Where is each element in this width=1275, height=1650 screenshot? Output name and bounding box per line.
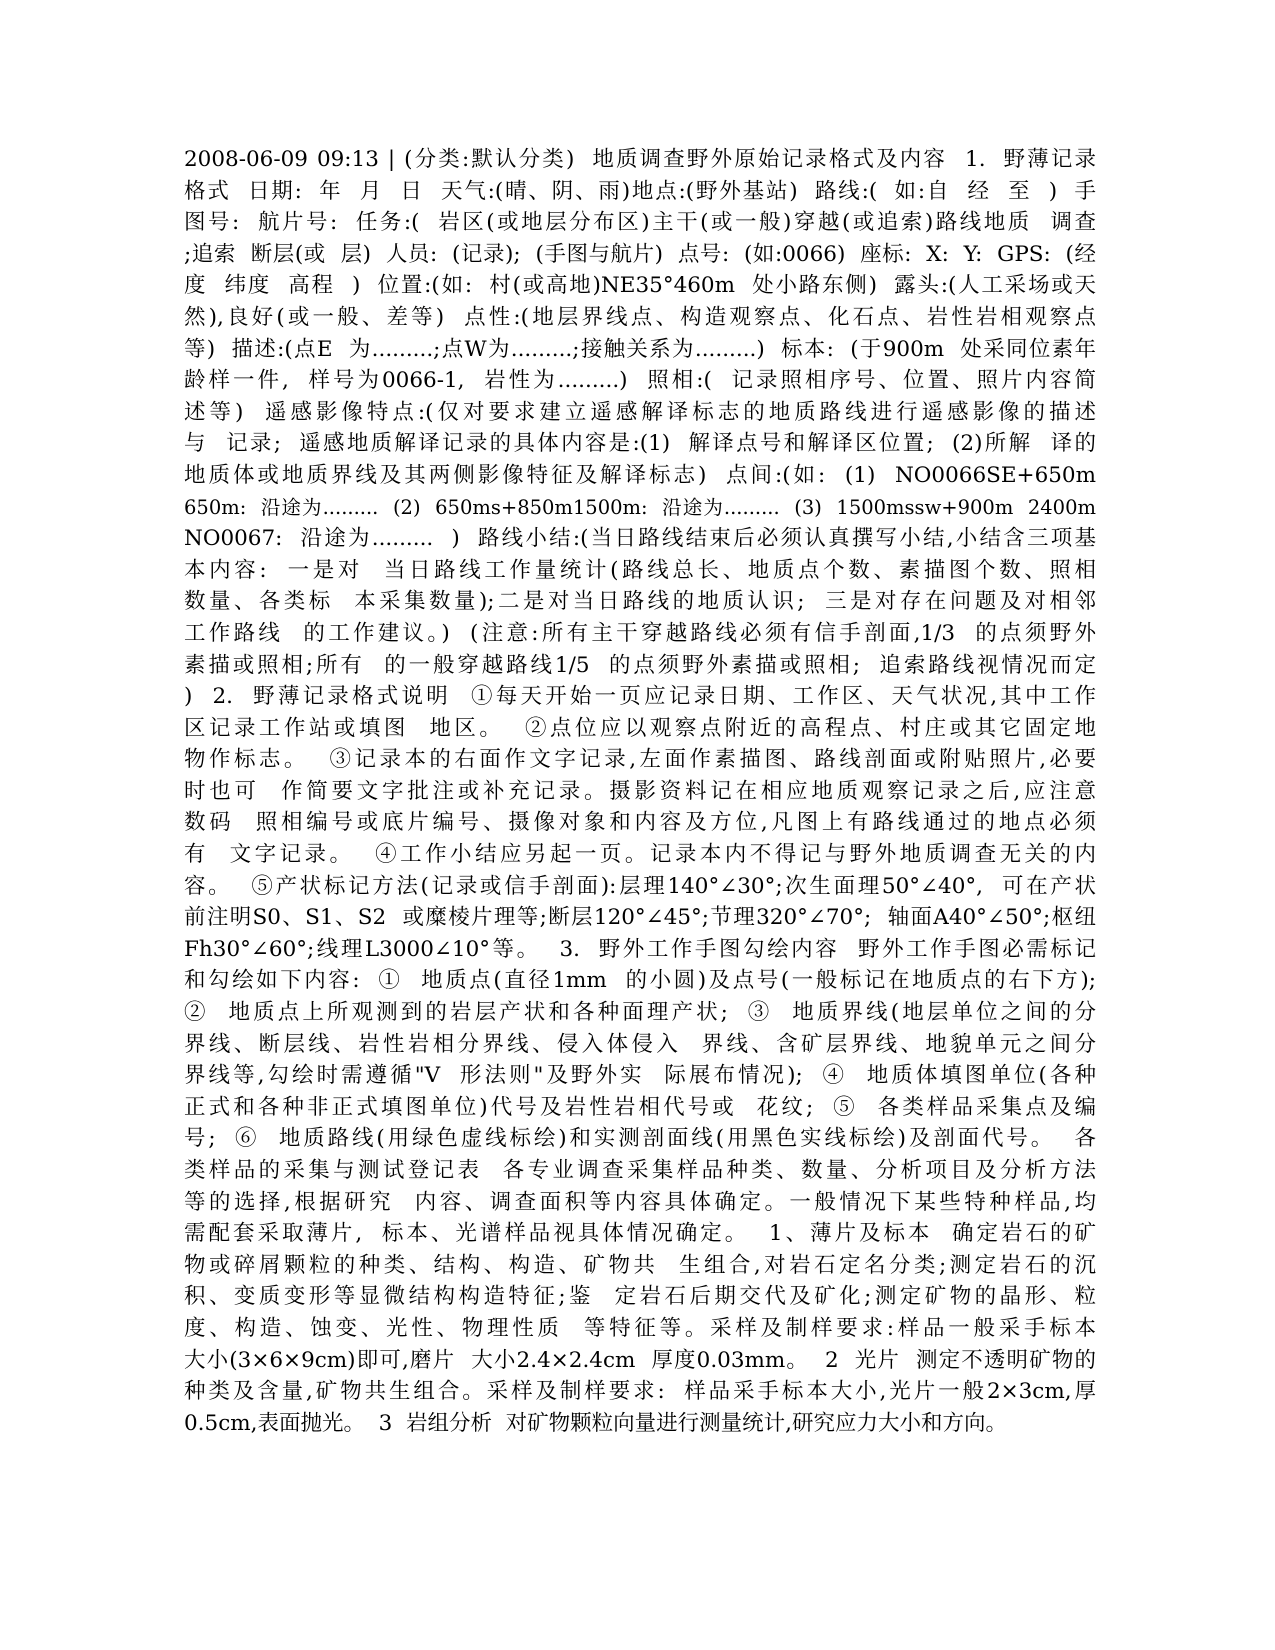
document-text-line: 界线、断层线、岩性岩相分界线、侵入体侵入 界线、含矿层界线、地貌单元之间分: [184, 1031, 1096, 1057]
document-text-line: 物作标志。 ③记录本的右面作文字记录,左面作素描图、路线剖面或附贴照片,必要: [184, 747, 1096, 773]
document-text-line: 容。 ⑤产状标记方法(记录或信手剖面):层理140°∠30°;次生面理50°∠40°, 可在产状: [184, 873, 1096, 899]
document-text-line: ② 地质点上所观测到的岩层产状和各种面理产状; ③ 地质界线(地层单位之间的分: [184, 1000, 1096, 1026]
document-text-line: ;追索 断层(或 层) 人员: (记录); (手图与航片) 点号: (如:0066) 座标: X: Y: GPS: (经: [184, 241, 1096, 267]
document-text-line: 工作路线 的工作建议。) (注意:所有主干穿越路线必须有信手剖面,1/3 的点须野外: [184, 620, 1096, 646]
document-text-line: 图号: 航片号: 任务:( 岩区(或地层分布区)主干(或一般)穿越(或追索)路线地质 调查: [184, 210, 1096, 236]
document-text-line: 区记录工作站或填图 地区。 ②点位应以观察点附近的高程点、村庄或其它固定地: [184, 715, 1096, 741]
document-text-line: 种类及含量,矿物共生组合。采样及制样要求: 样品采手标本大小,光片一般2×3cm,厚: [184, 1379, 1096, 1405]
document-text-line: 需配套采取薄片, 标本、光谱样品视具体情况确定。 1、薄片及标本 确定岩石的矿: [184, 1221, 1096, 1247]
document-text-line: 素描或照相;所有 的一般穿越路线1/5 的点须野外素描或照相; 追索路线视情况而定: [184, 652, 1096, 678]
document-text-line: 等的选择,根据研究 内容、调查面积等内容具体确定。一般情况下某些特种样品,均: [184, 1189, 1096, 1215]
document-text-line: 类样品的采集与测试登记表 各专业调查采集样品种类、数量、分析项目及分析方法: [184, 1158, 1096, 1183]
document-text-line: 积、变质变形等显微结构构造特征;鉴 定岩石后期交代及矿化;测定矿物的晶形、粒: [184, 1284, 1096, 1310]
document-text-line: 本内容: 一是对 当日路线工作量统计(路线总长、地质点个数、素描图个数、照相: [184, 557, 1096, 583]
document-text-line: 650m: 沿途为......... (2) 650ms+850m1500m: 沿途为......... (3) 1500mssw+900m 2400m: [184, 495, 1096, 519]
document-text-line: 度 纬度 高程 ) 位置:(如: 村(或高地)NE35°460m 处小路东侧) 露头:(人工采场或天: [184, 273, 1096, 299]
document-text-line: 有 文字记录。 ④工作小结应另起一页。记录本内不得记与野外地质调查无关的内: [184, 842, 1096, 868]
document-text-line: 前注明S0、S1、S2 或糜棱片理等;断层120°∠45°;节理320°∠70°; 轴面A40°∠50°;枢纽: [184, 905, 1096, 931]
document-text-line: 正式和各种非正式填图单位)代号及岩性岩相代号或 花纹; ⑤ 各类样品采集点及编: [184, 1094, 1096, 1120]
document-text-line: 与 记录; 遥感地质解译记录的具体内容是:(1) 解译点号和解译区位置; (2)所解 译的: [184, 431, 1096, 457]
document-text-line: 格式 日期: 年 月 日 天气:(晴、阴、雨)地点:(野外基站) 路线:( 如:自 经 至 ) 手: [184, 178, 1096, 204]
document-text-line: ) 2. 野薄记录格式说明 ①每天开始一页应记录日期、工作区、天气状况,其中工作: [184, 684, 1096, 710]
document-text-line: 时也可 作简要文字批注或补充记录。摄影资料记在相应地质观察记录之后,应注意: [184, 778, 1096, 804]
document-text-line: 号; ⑥ 地质路线(用绿色虚线标绘)和实测剖面线(用黑色实线标绘)及剖面代号。 各: [184, 1126, 1096, 1152]
document-text-line: 地质体或地质界线及其两侧影像特征及解译标志) 点间:(如: (1) NO0066SE+650m: [184, 462, 1096, 488]
document-text-line: 述等) 遥感影像特点:(仅对要求建立遥感解译标志的地质路线进行遥感影像的描述: [184, 399, 1096, 425]
document-body-text: [184, 144, 1096, 1439]
document-text-line: 等) 描述:(点E 为.........;点W为.........;接触关系为.........) 标本: (于900m 处采同位素年: [184, 336, 1096, 362]
document-text-line: NO0067: 沿途为......... ) 路线小结:(当日路线结束后必须认真撰写小结,小结含三项基: [184, 526, 1096, 552]
document-text-line: 龄样一件, 样号为0066-1, 岩性为.........) 照相:( 记录照相序号、位置、照片内容简: [184, 368, 1096, 394]
document-text-line: 界线等,勾绘时需遵循"V 形法则"及野外实 际展布情况); ④ 地质体填图单位(各种: [184, 1063, 1096, 1089]
document-text-line: 物或碎屑颗粒的种类、结构、构造、矿物共 生组合,对岩石定名分类;测定岩石的沉: [184, 1252, 1096, 1278]
document-text-line: 2008-06-09 09:13 | (分类:默认分类) 地质调查野外原始记录格式及内容 1. 野薄记录: [184, 147, 1096, 172]
document-text-line: 大小(3×6×9cm)即可,磨片 大小2.4×2.4cm 厚度0.03mm。 2 光片 测定不透明矿物的: [184, 1347, 1096, 1373]
document-text-line: 数码 照相编号或底片编号、摄像对象和内容及方位,凡图上有路线通过的地点必须: [184, 810, 1096, 836]
document-text-line: Fh30°∠60°;线理L3000∠10°等。 3. 野外工作手图勾绘内容 野外工作手图必需标记: [184, 936, 1096, 962]
document-text-line: 和勾绘如下内容: ① 地质点(直径1mm 的小圆)及点号(一般标记在地质点的右下方);: [184, 968, 1096, 994]
document-text-line: 然),良好(或一般、差等) 点性:(地层界线点、构造观察点、化石点、岩性岩相观察点: [184, 304, 1096, 330]
document-text-line: 0.5cm,表面抛光。 3 岩组分析 对矿物颗粒向量进行测量统计,研究应力大小和方向。: [184, 1410, 1007, 1436]
document-text-line: 度、构造、蚀变、光性、物理性质 等特征等。采样及制样要求:样品一般采手标本: [184, 1315, 1096, 1341]
document-text-line: 数量、各类标 本采集数量);二是对当日路线的地质认识; 三是对存在问题及对相邻: [184, 589, 1096, 615]
